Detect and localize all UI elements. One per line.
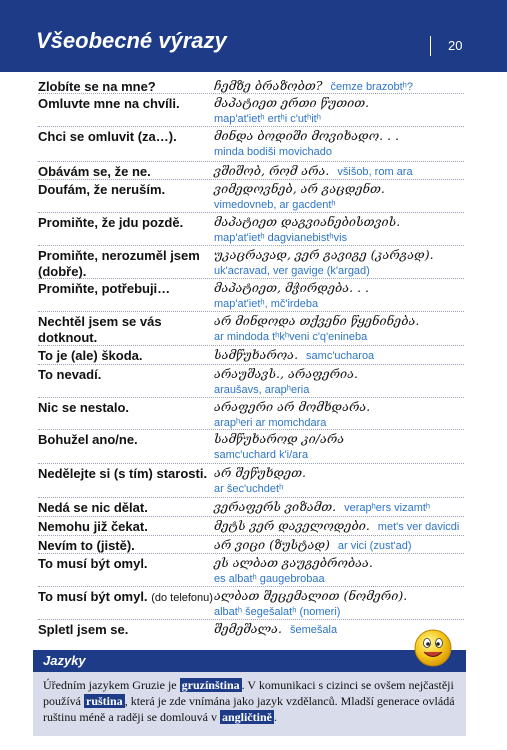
czech-phrase: Zlobíte se na mne? xyxy=(38,79,156,94)
info-text-part: . xyxy=(273,710,277,724)
georgian-text: მაპატიეთ, მჭირდება. . . xyxy=(214,280,369,295)
transliteration: uk'acravad, ver gavige (k'argad) xyxy=(214,265,370,277)
georgian-phrase xyxy=(214,431,464,463)
transliteration: minda bodiši movichado xyxy=(214,146,333,158)
georgian-text: სამწუხაროდ კი/არა xyxy=(214,431,345,446)
highlight-term: gruzínština xyxy=(181,678,240,692)
highlight-term: ruština xyxy=(86,694,123,708)
georgian-text: შემეშალა. xyxy=(214,621,282,636)
info-text-part: , která je zde vnímána jako jazyk vzdělanců. Mladší generace ovládá ruštinu méně a raději se domlouvá v xyxy=(43,694,455,724)
georgian-phrase xyxy=(214,181,464,213)
transliteration: met's ver davicdi xyxy=(377,521,460,533)
czech-phrase: To je (ale) škoda. xyxy=(38,348,143,363)
georgian-text: ვშიშობ, რომ არა. xyxy=(214,163,330,178)
georgian-text: არ მინდოდა თქვენი წყენინება. xyxy=(214,313,420,328)
transliteration: verapʰers vizamtʰ xyxy=(344,502,431,514)
georgian-phrase xyxy=(214,163,464,180)
georgian-phrase xyxy=(214,280,464,312)
czech-phrase: Promiňte, potřebuji… xyxy=(38,281,171,296)
transliteration: šemešala xyxy=(290,624,338,636)
phrase-row xyxy=(38,94,464,127)
info-box-text xyxy=(43,677,457,725)
georgian-phrase xyxy=(214,95,464,127)
phrase-row xyxy=(38,587,464,620)
phrase-row xyxy=(38,365,464,398)
page-title: Všeobecné výrazy xyxy=(36,28,227,53)
info-box-title: Jazyky xyxy=(43,653,86,668)
georgian-text: არ შეწუხდეთ. xyxy=(214,465,307,480)
georgian-text: მაპატიეთ ერთი წუთით. xyxy=(214,95,370,110)
page-header xyxy=(0,0,507,72)
transliteration: es albatʰ gaugebrobaa xyxy=(214,573,325,585)
phrase-row xyxy=(38,77,464,94)
info-box-header xyxy=(33,650,466,672)
czech-phrase: Promiňte, že jdu pozdě. xyxy=(38,215,184,230)
georgian-text: არაფერი არ მომხდარა. xyxy=(214,399,371,414)
czech-phrase: Promiňte, nerozuměl jsem (dobře). xyxy=(38,248,200,279)
czech-phrase: Bohužel ano/ne. xyxy=(38,432,138,447)
georgian-phrase xyxy=(214,313,464,345)
czech-phrase: Doufám, že neruším. xyxy=(38,182,166,197)
czech-phrase: Nic se nestalo. xyxy=(38,400,130,415)
transliteration: ar vici (zust'ad) xyxy=(337,540,412,552)
czech-phrase: Chci se omluvit (za…). xyxy=(38,129,177,144)
phrase-row xyxy=(38,246,464,279)
czech-phrase: Nedělejte si (s tím) starosti. xyxy=(38,466,208,481)
georgian-text: მეტს ვერ დაველოდები. xyxy=(214,518,370,533)
page-number: 20 xyxy=(448,38,463,53)
georgian-text: ვერაფერს ვიზამთ. xyxy=(214,499,337,514)
georgian-phrase xyxy=(214,555,464,587)
header-divider xyxy=(430,36,431,56)
transliteration: ar mindoda tʰkʰveni c'q'enineba xyxy=(214,331,368,343)
transliteration: map'at'ietʰ dagvianebistʰvis xyxy=(214,232,348,244)
phrase-table xyxy=(38,77,464,639)
georgian-text: მინდა ბოდიში მოვიხადო. . . xyxy=(214,128,400,143)
georgian-phrase xyxy=(214,588,464,620)
phrase-row xyxy=(38,554,464,587)
phrase-row xyxy=(38,279,464,312)
czech-phrase: Spletl jsem se. xyxy=(38,622,129,637)
phrase-row xyxy=(38,620,464,639)
phrase-row xyxy=(38,346,464,365)
phrase-row xyxy=(38,498,464,517)
transliteration: samc'ucharoa xyxy=(306,350,375,362)
georgian-text: ეს ალბათ გაუგებრობაა. xyxy=(214,555,373,570)
czech-phrase: Nedá se nic dělat. xyxy=(38,500,148,515)
czech-phrase xyxy=(38,589,214,606)
info-text-part: . V komunikaci s cizinci se ovšem nejčastěji používá xyxy=(43,678,454,708)
transliteration: samc'uchard k'i/ara xyxy=(214,449,309,461)
georgian-phrase xyxy=(214,537,464,554)
transliteration: araušavs, arapʰeria xyxy=(214,384,310,396)
georgian-text: ალბათ შეცემალით (ნომერი). xyxy=(214,588,408,603)
georgian-text: უკაცრავად, ვერ გავიგე (კარგად). xyxy=(214,247,434,262)
georgian-phrase xyxy=(214,499,464,516)
transliteration: map'at'ietʰ, mč'irdeba xyxy=(214,298,319,310)
czech-phrase: Omluvte mne na chvíli. xyxy=(38,96,180,111)
georgian-text: ჩემზე ბრაზობთ? xyxy=(214,78,323,93)
georgian-text: სამწუხაროა. xyxy=(214,347,299,362)
phrase-row xyxy=(38,312,464,346)
info-text-part: Úředním jazykem Gruzie je xyxy=(43,678,180,692)
smiley-icon xyxy=(413,628,453,668)
phrase-row xyxy=(38,517,464,536)
georgian-phrase xyxy=(214,347,464,364)
czech-phrase: To musí být omyl. xyxy=(38,556,148,571)
georgian-phrase xyxy=(214,78,464,95)
transliteration: map'at'ietʰ ertʰi c'utʰitʰ xyxy=(214,113,321,125)
phrase-row xyxy=(38,162,464,180)
czech-phrase: Nechtěl jsem se vás dotknout. xyxy=(38,314,162,345)
georgian-phrase xyxy=(214,465,464,497)
georgian-phrase xyxy=(214,399,464,431)
czech-phrase: Obávám se, že ne. xyxy=(38,164,151,179)
czech-text: To musí být omyl. xyxy=(38,589,148,604)
czech-phrase: Nemohu již čekat. xyxy=(38,519,148,534)
georgian-text: არაუშავს., არაფერია. xyxy=(214,366,358,381)
phrase-row xyxy=(38,430,464,464)
czech-phrase: To nevadí. xyxy=(38,367,102,382)
czech-note: (do telefonu) xyxy=(151,592,213,604)
georgian-phrase xyxy=(214,128,464,160)
phrase-row xyxy=(38,536,464,554)
phrase-row xyxy=(38,213,464,246)
transliteration: albatʰ šegešalatʰ (nomeri) xyxy=(214,606,341,618)
georgian-text: ვიმედოვნებ, არ გაცდენთ. xyxy=(214,181,385,196)
transliteration: ar šec'uchdetʰ xyxy=(214,483,284,495)
phrase-row xyxy=(38,464,464,498)
info-box xyxy=(33,650,466,736)
phrase-row xyxy=(38,398,464,430)
georgian-text: არ ვიცი (ზუსტად) xyxy=(214,537,330,552)
highlight-term: angličtině xyxy=(221,710,272,724)
transliteration: všišob, rom ara xyxy=(337,166,413,178)
georgian-phrase xyxy=(214,366,464,398)
transliteration: čemze brazobtʰ? xyxy=(330,81,413,93)
georgian-phrase xyxy=(214,518,464,535)
georgian-phrase xyxy=(214,214,464,246)
phrase-row xyxy=(38,180,464,213)
transliteration: vimedovneb, ar gacdentʰ xyxy=(214,199,336,211)
georgian-text: მაპატიეთ დაგვიანებისთვის. xyxy=(214,214,401,229)
georgian-phrase xyxy=(214,247,464,279)
transliteration: arapʰeri ar momchdara xyxy=(214,417,327,429)
czech-phrase: Nevím to (jistě). xyxy=(38,538,135,553)
phrase-row xyxy=(38,127,464,162)
